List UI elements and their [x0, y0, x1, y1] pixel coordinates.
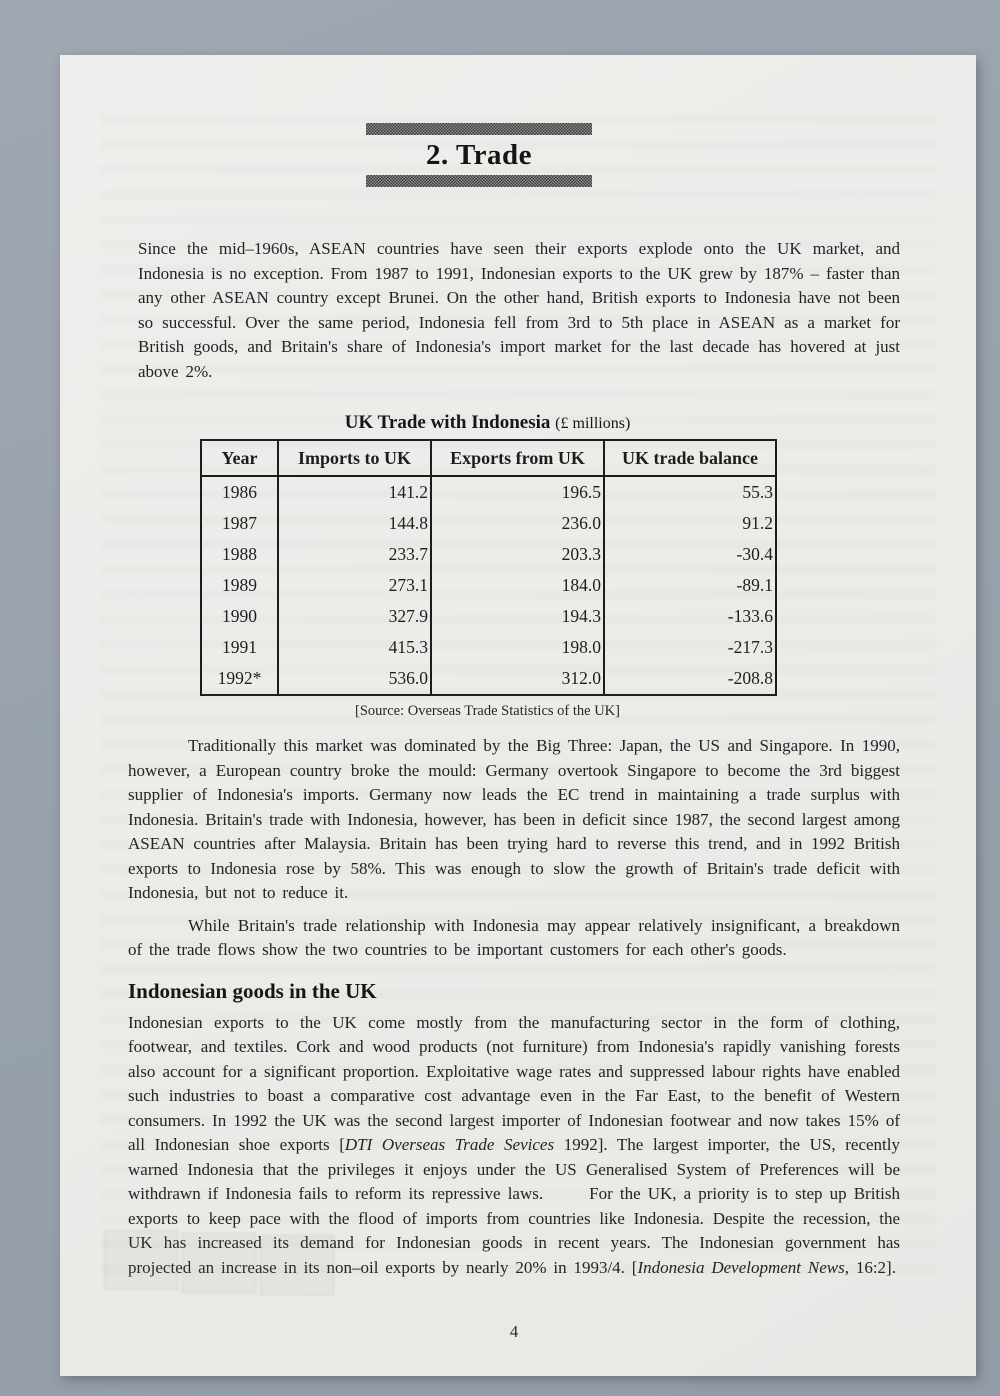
- table-cell-balance: -217.3: [604, 632, 776, 663]
- column-header-balance: UK trade balance: [604, 440, 776, 476]
- table-cell-imports: 415.3: [278, 632, 431, 663]
- table-cell-imports: 233.7: [278, 539, 431, 570]
- table-row: [201, 476, 776, 508]
- table-cell-imports: 273.1: [278, 570, 431, 601]
- chapter-title-block: [366, 123, 592, 187]
- intro-paragraph: Since the mid–1960s, ASEAN countries have seen their exports explode onto the UK market, and Indonesia is no exception. From 1987 to 1991, Indonesian exports to the UK grew by 187% – faster than any other ASEAN country except Brunei. On the other hand, British exports to Indonesia have not been so successful. Over the same period, Indonesia fell from 3rd to 5th place in ASEAN as a market for British goods, and Britain's share of Indonesia's import market for the last decade has hovered at just above 2%.: [138, 239, 900, 381]
- table-cell-balance: -30.4: [604, 539, 776, 570]
- table-cell-balance: 55.3: [604, 476, 776, 508]
- chapter-title: 2. Trade: [425, 139, 533, 171]
- table-cell-exports: 236.0: [431, 508, 604, 539]
- column-header-year: Year: [201, 440, 278, 476]
- table-title: [200, 412, 775, 434]
- table-cell-exports: 312.0: [431, 663, 604, 695]
- table-row: [201, 539, 776, 570]
- table-cell-year: 1988: [222, 544, 257, 564]
- citation-idn-italic: Indonesia Development News: [637, 1257, 845, 1277]
- table-header-row: [201, 440, 776, 476]
- body-text-run: Indonesian exports to the UK come mostly from the manufacturing sector in the form of clothing, footwear, and textiles. Cork and wood products (not furniture) from Indonesia's rapidly vanishing forests also account for a significant proportion. Exploitative wage rates and suppressed labour rights have enabled such industries to boast a comparative cost advantage even in the Far East, to the benefit of Western consumers. In 1992 the UK was the second largest importer of Indonesian footwear and now takes 15% of all Indonesian shoe exports [: [128, 1012, 900, 1154]
- body-text-run: For the UK, a priority is to step up British exports to keep pace with the flood of imports from countries like Indonesia. Despite the recession, the UK has increased its demand for Indonesian goods in recent years. The Indonesian government has projected an increase in its non–oil exports by nearly 20% in 1993/4. [: [128, 1184, 900, 1277]
- page-number: 4: [509, 1322, 519, 1341]
- document-page: [60, 55, 976, 1376]
- breakdown-paragraph: While Britain's trade relationship with Indonesia may appear relatively insignificant, a breakdown of the trade flows show the two countries to be important customers for each other's goods.: [128, 915, 900, 959]
- table-cell-year: 1989: [222, 575, 257, 595]
- table-row: [201, 663, 776, 695]
- body-text-run: 1992]. The largest importer, the US, recently warned Indonesia that the privileges it enjoys under the US Generalised System of Preferences will be withdrawn if Indonesia fails to reform its repressive laws.: [128, 1135, 900, 1203]
- table-cell-imports: 141.2: [278, 476, 431, 508]
- table-cell-exports: 203.3: [431, 539, 604, 570]
- table-row: [201, 570, 776, 601]
- big-three-paragraph: Traditionally this market was dominated by the Big Three: Japan, the US and Singapore. In 1990, however, a European country broke the mould: Germany overtook Singapore to become the 3rd biggest supplier of Indonesia's imports. Germany now leads the EC trend in maintaining a trade surplus with Indonesia. Britain's trade with Indonesia, however, has been in deficit since 1987, the second largest among ASEAN countries after Malaysia. Britain has been trying hard to reverse this trend, and in 1992 British exports to Indonesia rose by 58%. This was enough to slow the growth of Britain's trade deficit with Indonesia, but not to reduce it.: [128, 736, 900, 902]
- table-cell-year: 1991: [222, 637, 257, 657]
- column-header-imports: Imports to UK: [278, 440, 431, 476]
- table-source-note: [Source: Overseas Trade Statistics of the UK]: [355, 703, 620, 719]
- table-cell-year: 1987: [222, 513, 257, 533]
- section-heading-indonesian-goods: Indonesian goods in the UK: [128, 978, 377, 1003]
- table-cell-imports: 327.9: [278, 601, 431, 632]
- table-cell-imports: 536.0: [278, 663, 431, 695]
- table-cell-year: 1990: [222, 606, 257, 626]
- table-row: [201, 508, 776, 539]
- table-row: [201, 601, 776, 632]
- table-cell-exports: 184.0: [431, 570, 604, 601]
- citation-dti-italic: DTI Overseas Trade Sevices: [344, 1135, 555, 1154]
- body-text-run: , 16:2].: [844, 1257, 896, 1277]
- trade-table-area: [60, 412, 976, 720]
- uk-indonesia-trade-table: [200, 439, 777, 696]
- table-title-unit: (£ millions): [555, 415, 631, 432]
- table-cell-year: 1986: [222, 482, 257, 502]
- table-cell-balance: 91.2: [604, 508, 776, 539]
- table-title-text: UK Trade with Indonesia: [344, 412, 551, 433]
- table-row: [201, 632, 776, 663]
- title-rule-top: [366, 123, 592, 135]
- table-cell-balance: -89.1: [604, 570, 776, 601]
- table-cell-exports: 194.3: [431, 601, 604, 632]
- table-cell-exports: 198.0: [431, 632, 604, 663]
- table-cell-balance: -133.6: [604, 601, 776, 632]
- column-header-exports: Exports from UK: [431, 440, 604, 476]
- title-rule-bottom: [366, 175, 592, 187]
- table-cell-balance: -208.8: [604, 663, 776, 695]
- table-cell-year: 1992*: [217, 668, 262, 688]
- indonesian-goods-paragraph: [128, 1011, 900, 1281]
- table-cell-imports: 144.8: [278, 508, 431, 539]
- table-cell-exports: 196.5: [431, 476, 604, 508]
